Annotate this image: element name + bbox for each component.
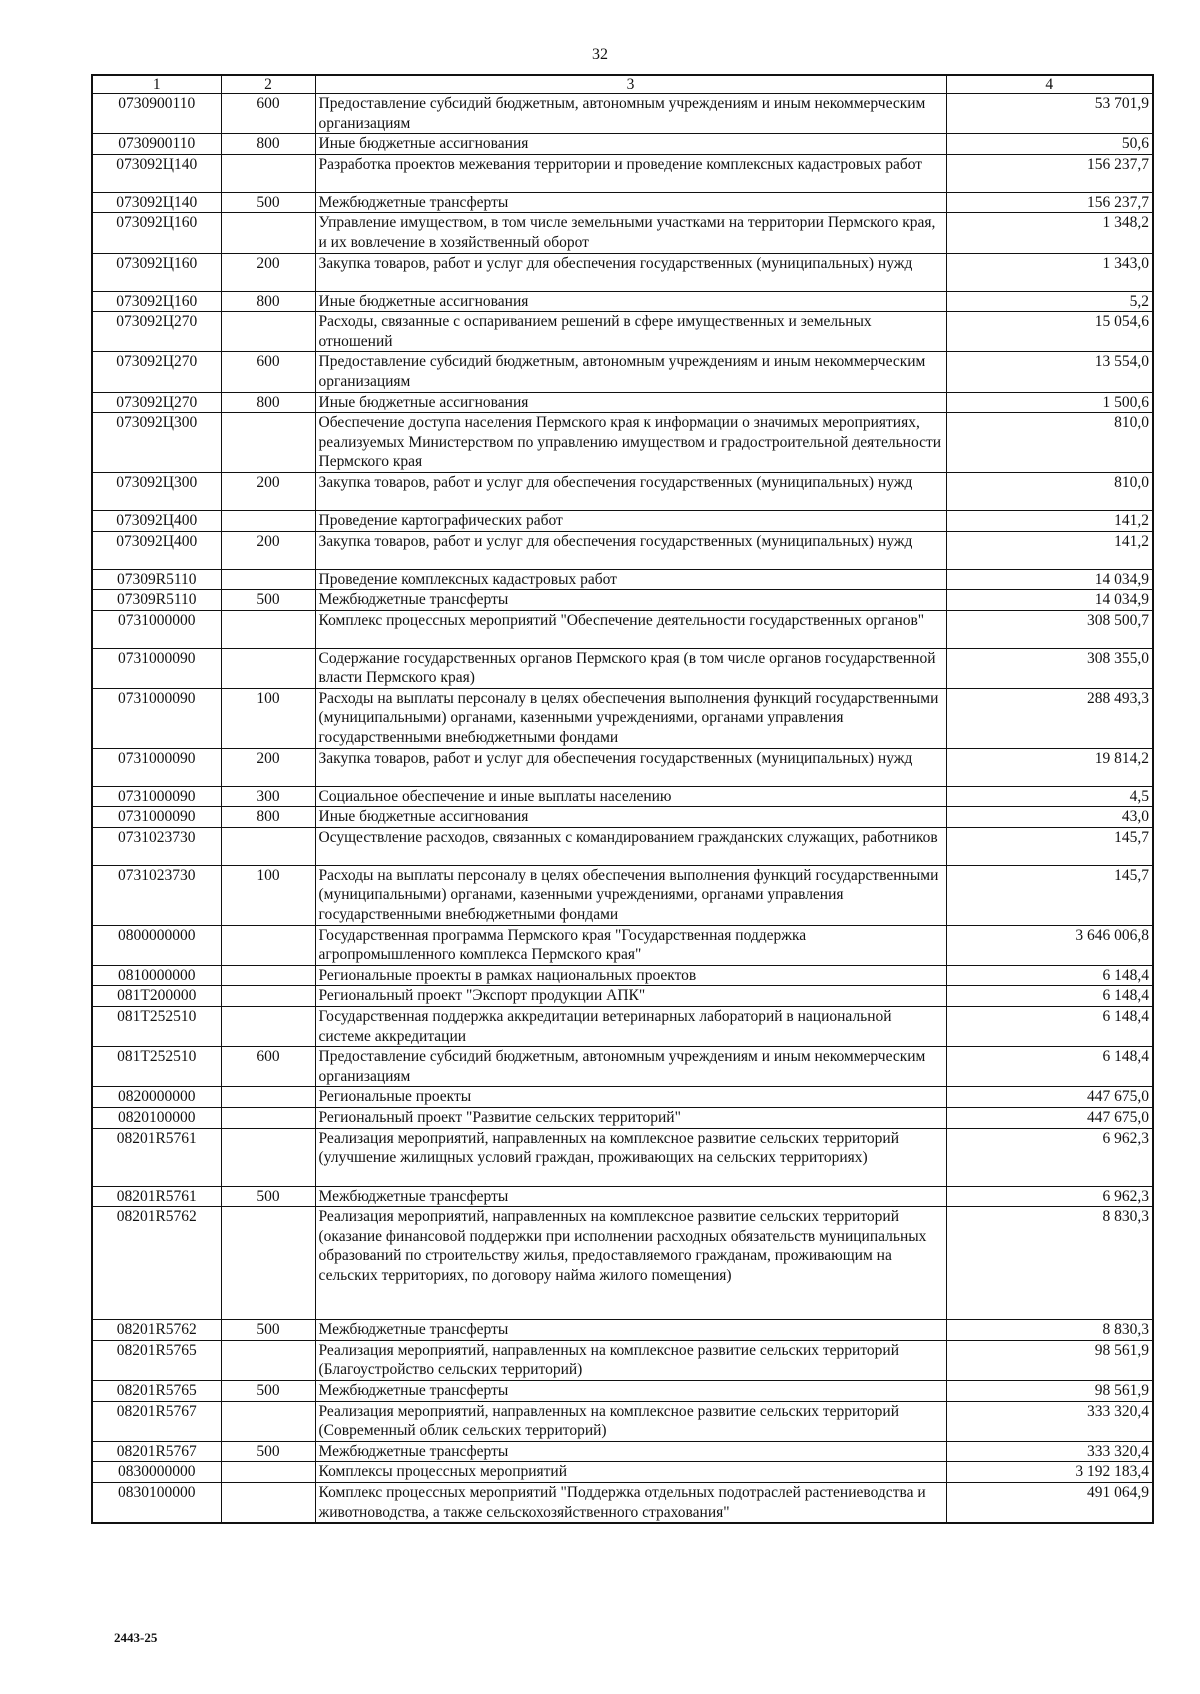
page-number: 32 [592,46,608,63]
description-cell: Комплекс процессных мероприятий "Поддержка отдельных подотраслей растениеводства и животноводства, а также сельскохозяйственного страхования" [315,1482,946,1523]
header-col-3: 3 [315,75,946,94]
amount-cell: 6 148,4 [946,1007,1153,1047]
table-row [92,648,1153,688]
description-cell: Закупка товаров, работ и услуг для обеспечения государственных (муниципальных) нужд [315,253,946,291]
table-row [92,1107,1153,1128]
table-row [92,352,1153,392]
description-cell: Иные бюджетные ассигнования [315,291,946,312]
table-row [92,865,1153,925]
table-row [92,786,1153,807]
amount-cell: 156 237,7 [946,192,1153,213]
description-cell: Реализация мероприятий, направленных на комплексное развитие сельских территорий (улучшение жилищных условий граждан, проживающих на сельских территориях) [315,1128,946,1186]
description-cell: Региональные проекты в рамках национальных проектов [315,965,946,986]
table-row [92,590,1153,611]
code-cell: 0731000090 [92,807,221,828]
header-col-4: 4 [946,75,1153,94]
table-row [92,1087,1153,1108]
expense-type-cell: 800 [221,807,315,828]
description-cell: Закупка товаров, работ и услуг для обеспечения государственных (муниципальных) нужд [315,531,946,569]
document-id: 2443-25 [114,1630,158,1645]
description-cell: Межбюджетные трансферты [315,1320,946,1341]
description-cell: Расходы на выплаты персоналу в целях обеспечения выполнения функций государственными (муниципальными) органами, казенными учреждениями, органами управления государственными внебюджетными фондами [315,688,946,748]
code-cell: 08201R5765 [92,1380,221,1401]
table-row [92,965,1153,986]
table-row [92,213,1153,253]
expense-type-cell: 500 [221,1380,315,1401]
expense-type-cell [221,925,315,965]
table-body [92,94,1153,1524]
amount-cell: 15 054,6 [946,312,1153,352]
table-row [92,192,1153,213]
expense-type-cell: 600 [221,94,315,134]
table-row [92,253,1153,291]
code-cell: 08201R5761 [92,1186,221,1207]
amount-cell: 5,2 [946,291,1153,312]
table-row [92,392,1153,413]
description-cell: Реализация мероприятий, направленных на комплексное развитие сельских территорий (оказание финансовой поддержки при исполнении расходных обязательств муниципальных образований по строительству жилья, предоставляемого гражданам, проживающим на сельских территориях, по договору найма жилого помещения) [315,1207,946,1320]
table-row [92,472,1153,510]
description-cell: Региональные проекты [315,1087,946,1108]
code-cell: 0820000000 [92,1087,221,1108]
expense-type-cell [221,569,315,590]
amount-cell: 98 561,9 [946,1340,1153,1380]
expense-type-cell [221,1482,315,1523]
table-row [92,1207,1153,1320]
amount-cell: 1 343,0 [946,253,1153,291]
code-cell: 0730900110 [92,94,221,134]
description-cell: Предоставление субсидий бюджетным, автономным учреждениям и иным некоммерческим организациям [315,1047,946,1087]
code-cell: 08201R5767 [92,1401,221,1441]
expense-type-cell [221,1128,315,1186]
description-cell: Комплекс процессных мероприятий "Обеспечение деятельности государственных органов" [315,610,946,648]
code-cell: 0730900110 [92,134,221,155]
expense-type-cell: 200 [221,472,315,510]
table-row [92,134,1153,155]
expense-type-cell [221,1007,315,1047]
amount-cell: 19 814,2 [946,748,1153,786]
amount-cell: 50,6 [946,134,1153,155]
code-cell: 073092Ц160 [92,291,221,312]
amount-cell: 13 554,0 [946,352,1153,392]
expense-type-cell: 800 [221,392,315,413]
expense-type-cell [221,827,315,865]
table-row [92,154,1153,192]
table-row [92,1401,1153,1441]
expense-type-cell: 500 [221,1441,315,1462]
expense-type-cell [221,154,315,192]
description-cell: Проведение картографических работ [315,510,946,531]
description-cell: Иные бюджетные ассигнования [315,392,946,413]
expense-type-cell [221,1462,315,1483]
code-cell: 073092Ц400 [92,510,221,531]
table-row [92,1380,1153,1401]
table-row [92,610,1153,648]
code-cell: 073092Ц270 [92,312,221,352]
table-row [92,1462,1153,1483]
expense-type-cell: 100 [221,688,315,748]
table-row [92,827,1153,865]
expense-type-cell: 100 [221,865,315,925]
table-row [92,688,1153,748]
expense-type-cell: 300 [221,786,315,807]
amount-cell: 4,5 [946,786,1153,807]
expense-type-cell [221,648,315,688]
code-cell: 0800000000 [92,925,221,965]
code-cell: 073092Ц300 [92,472,221,510]
description-cell: Межбюджетные трансферты [315,1441,946,1462]
expense-type-cell: 600 [221,1047,315,1087]
code-cell: 0731000090 [92,748,221,786]
code-cell: 073092Ц160 [92,253,221,291]
table-row [92,986,1153,1007]
table-row [92,1007,1153,1047]
code-cell: 073092Ц270 [92,352,221,392]
table-row [92,1047,1153,1087]
amount-cell: 333 320,4 [946,1401,1153,1441]
amount-cell: 6 148,4 [946,986,1153,1007]
code-cell: 073092Ц300 [92,413,221,473]
description-cell: Межбюджетные трансферты [315,1380,946,1401]
table-row [92,413,1153,473]
amount-cell: 8 830,3 [946,1207,1153,1320]
table-row [92,748,1153,786]
amount-cell: 141,2 [946,510,1153,531]
code-cell: 073092Ц160 [92,213,221,253]
amount-cell: 6 962,3 [946,1128,1153,1186]
code-cell: 08201R5767 [92,1441,221,1462]
amount-cell: 1 500,6 [946,392,1153,413]
code-cell: 07309R5110 [92,590,221,611]
description-cell: Предоставление субсидий бюджетным, автономным учреждениям и иным некоммерческим организациям [315,352,946,392]
table-row [92,569,1153,590]
code-cell: 0731000090 [92,688,221,748]
description-cell: Закупка товаров, работ и услуг для обеспечения государственных (муниципальных) нужд [315,748,946,786]
code-cell: 0830000000 [92,1462,221,1483]
description-cell: Предоставление субсидий бюджетным, автономным учреждениям и иным некоммерческим организациям [315,94,946,134]
amount-cell: 491 064,9 [946,1482,1153,1523]
code-cell: 0731000090 [92,786,221,807]
table-row [92,1186,1153,1207]
code-cell: 0731000000 [92,610,221,648]
description-cell: Межбюджетные трансферты [315,192,946,213]
amount-cell: 53 701,9 [946,94,1153,134]
header-row [92,75,1153,94]
amount-cell: 3 192 183,4 [946,1462,1153,1483]
table-row [92,1482,1153,1523]
amount-cell: 447 675,0 [946,1107,1153,1128]
description-cell: Иные бюджетные ассигнования [315,134,946,155]
expense-type-cell: 800 [221,291,315,312]
amount-cell: 6 148,4 [946,965,1153,986]
description-cell: Расходы на выплаты персоналу в целях обеспечения выполнения функций государственными (муниципальными) органами, казенными учреждениями, органами управления государственными внебюджетными фондами [315,865,946,925]
code-cell: 0830100000 [92,1482,221,1523]
expense-type-cell: 600 [221,352,315,392]
amount-cell: 14 034,9 [946,569,1153,590]
code-cell: 08201R5762 [92,1320,221,1341]
table-row [92,1340,1153,1380]
expense-type-cell: 800 [221,134,315,155]
description-cell: Межбюджетные трансферты [315,590,946,611]
table-row [92,291,1153,312]
code-cell: 073092Ц400 [92,531,221,569]
description-cell: Управление имуществом, в том числе земельными участками на территории Пермского края, и их вовлечение в хозяйственный оборот [315,213,946,253]
amount-cell: 1 348,2 [946,213,1153,253]
expense-type-cell: 500 [221,1186,315,1207]
description-cell: Государственная поддержка аккредитации ветеринарных лабораторий в национальной системе аккредитации [315,1007,946,1047]
expense-type-cell [221,213,315,253]
description-cell: Государственная программа Пермского края "Государственная поддержка агропромышленного комплекса Пермского края" [315,925,946,965]
code-cell: 07309R5110 [92,569,221,590]
code-cell: 073092Ц140 [92,154,221,192]
expense-type-cell: 200 [221,748,315,786]
code-cell: 0810000000 [92,965,221,986]
amount-cell: 98 561,9 [946,1380,1153,1401]
amount-cell: 6 148,4 [946,1047,1153,1087]
amount-cell: 43,0 [946,807,1153,828]
table-row [92,510,1153,531]
expense-type-cell: 500 [221,590,315,611]
table-row [92,925,1153,965]
code-cell: 0731023730 [92,865,221,925]
description-cell: Региональный проект "Развитие сельских территорий" [315,1107,946,1128]
expense-type-cell [221,1401,315,1441]
expense-type-cell: 200 [221,253,315,291]
code-cell: 073092Ц270 [92,392,221,413]
description-cell: Региональный проект "Экспорт продукции АПК" [315,986,946,1007]
amount-cell: 14 034,9 [946,590,1153,611]
table-row [92,531,1153,569]
table-row [92,1320,1153,1341]
amount-cell: 308 355,0 [946,648,1153,688]
code-cell: 08201R5762 [92,1207,221,1320]
code-cell: 073092Ц140 [92,192,221,213]
amount-cell: 3 646 006,8 [946,925,1153,965]
amount-cell: 141,2 [946,531,1153,569]
amount-cell: 145,7 [946,827,1153,865]
amount-cell: 145,7 [946,865,1153,925]
description-cell: Социальное обеспечение и иные выплаты населению [315,786,946,807]
expense-type-cell [221,1087,315,1108]
amount-cell: 6 962,3 [946,1186,1153,1207]
description-cell: Реализация мероприятий, направленных на комплексное развитие сельских территорий (Современный облик сельских территорий) [315,1401,946,1441]
description-cell: Содержание государственных органов Пермского края (в том числе органов государственной власти Пермского края) [315,648,946,688]
code-cell: 0731023730 [92,827,221,865]
amount-cell: 8 830,3 [946,1320,1153,1341]
expense-type-cell [221,1340,315,1380]
code-cell: 081Т252510 [92,1047,221,1087]
amount-cell: 156 237,7 [946,154,1153,192]
description-cell: Обеспечение доступа населения Пермского края к информации о значимых мероприятиях, реализуемых Министерством по управлению имуществом и градостроительной деятельности Пермского края [315,413,946,473]
amount-cell: 333 320,4 [946,1441,1153,1462]
table-row [92,312,1153,352]
expense-type-cell: 500 [221,192,315,213]
amount-cell: 308 500,7 [946,610,1153,648]
table-row [92,94,1153,134]
expense-type-cell [221,965,315,986]
description-cell: Разработка проектов межевания территории и проведение комплексных кадастровых работ [315,154,946,192]
budget-table [91,74,1154,1524]
code-cell: 08201R5761 [92,1128,221,1186]
description-cell: Комплексы процессных мероприятий [315,1462,946,1483]
expense-type-cell [221,312,315,352]
header-col-2: 2 [221,75,315,94]
code-cell: 0731000090 [92,648,221,688]
code-cell: 08201R5765 [92,1340,221,1380]
expense-type-cell [221,610,315,648]
description-cell: Осуществление расходов, связанных с командированием гражданских служащих, работников [315,827,946,865]
expense-type-cell: 500 [221,1320,315,1341]
code-cell: 081Т252510 [92,1007,221,1047]
description-cell: Реализация мероприятий, направленных на комплексное развитие сельских территорий (Благоустройство сельских территорий) [315,1340,946,1380]
description-cell: Межбюджетные трансферты [315,1186,946,1207]
expense-type-cell [221,986,315,1007]
code-cell: 0820100000 [92,1107,221,1128]
amount-cell: 810,0 [946,472,1153,510]
amount-cell: 288 493,3 [946,688,1153,748]
description-cell: Проведение комплексных кадастровых работ [315,569,946,590]
expense-type-cell [221,510,315,531]
expense-type-cell: 200 [221,531,315,569]
table-row [92,1441,1153,1462]
description-cell: Закупка товаров, работ и услуг для обеспечения государственных (муниципальных) нужд [315,472,946,510]
description-cell: Иные бюджетные ассигнования [315,807,946,828]
header-col-1: 1 [92,75,221,94]
table-row [92,807,1153,828]
code-cell: 081Т200000 [92,986,221,1007]
expense-type-cell [221,1107,315,1128]
expense-type-cell [221,413,315,473]
description-cell: Расходы, связанные с оспариванием решений в сфере имущественных и земельных отношений [315,312,946,352]
amount-cell: 447 675,0 [946,1087,1153,1108]
expense-type-cell [221,1207,315,1320]
table-row [92,1128,1153,1186]
amount-cell: 810,0 [946,413,1153,473]
